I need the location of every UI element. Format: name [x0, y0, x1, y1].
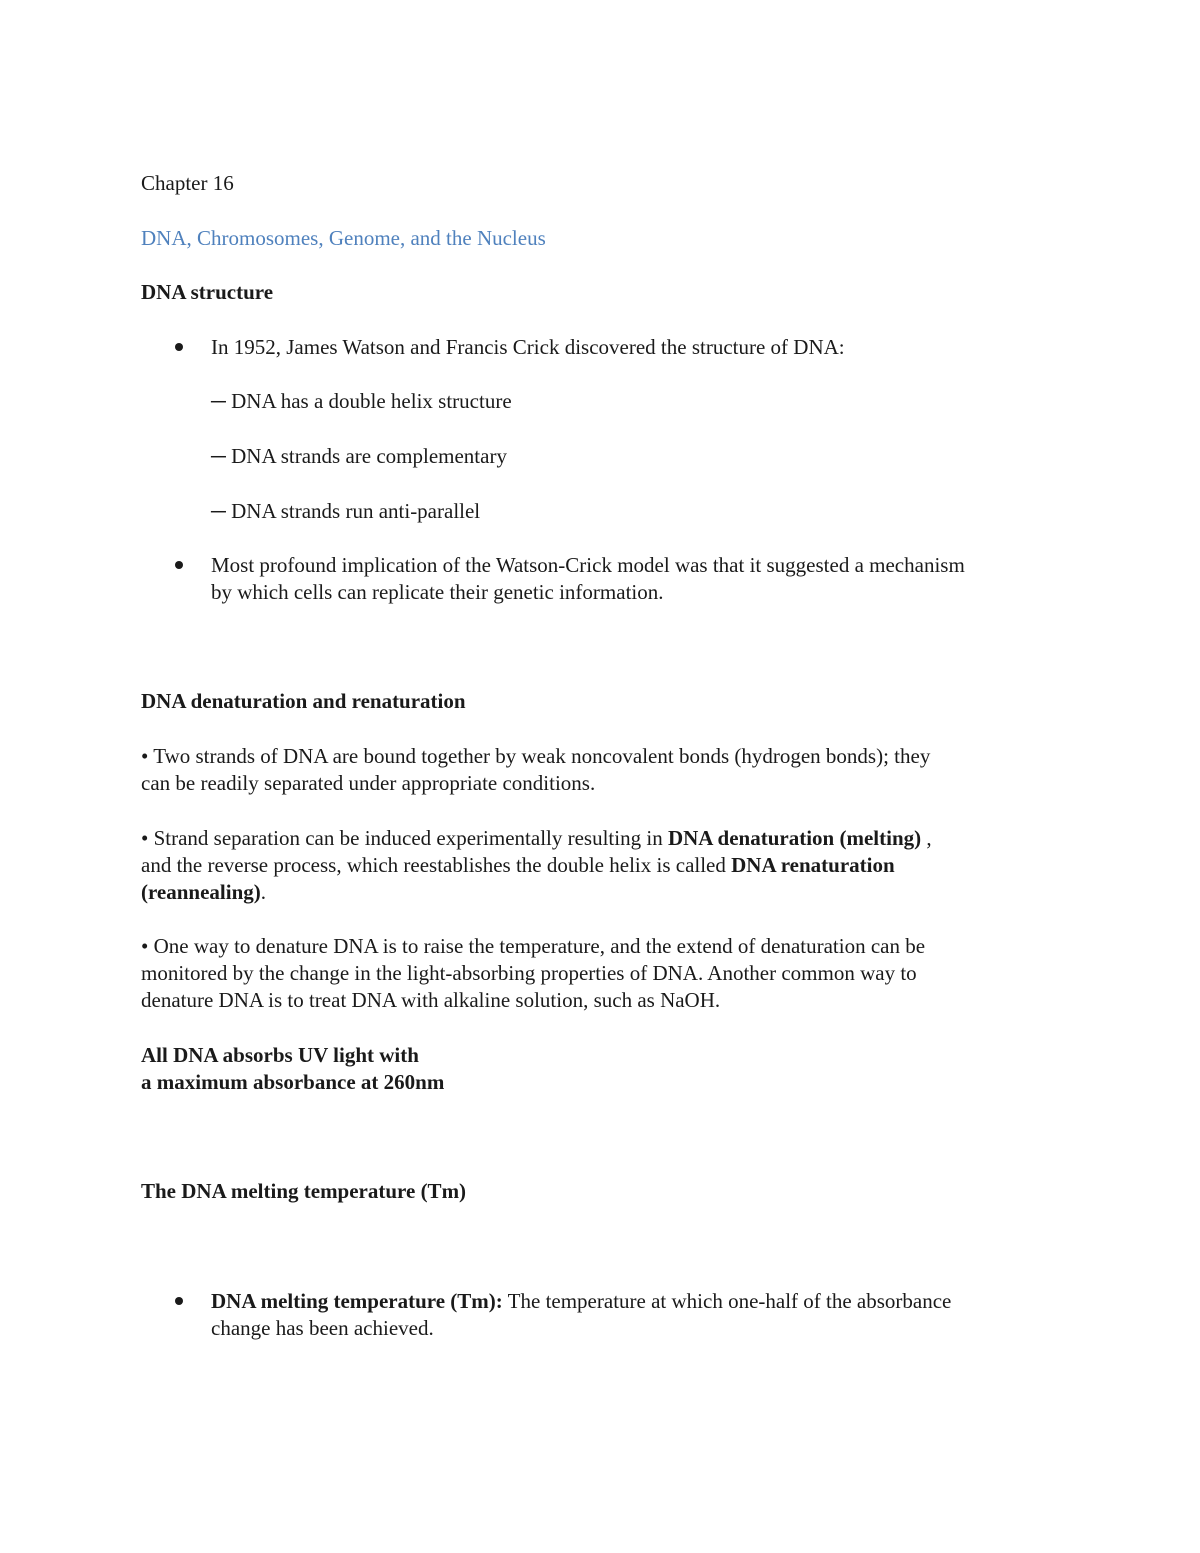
dash-item-complementary: ─ DNA strands are complementary: [211, 444, 507, 468]
paragraph-temperature-line2: monitored by the change in the light-absorbing properties of DNA. Another common way to: [141, 961, 917, 985]
section-heading-melting-temperature: The DNA melting temperature (Tm): [141, 1179, 467, 1203]
reannealing-period: .: [260, 880, 267, 904]
bullet-tm-line1: [211, 1288, 951, 1315]
paragraph-bonds-line2: can be readily separated under appropriate conditions.: [141, 771, 596, 795]
bullet-implication-line2: by which cells can replicate their genetic information.: [211, 580, 664, 604]
reverse-process-text: and the reverse process, which reestablishes the double helix is called: [141, 853, 732, 877]
dash-item-double-helix: ─ DNA has a double helix structure: [211, 389, 512, 413]
paragraph-temperature-line1: • One way to denature DNA is to raise the temperature, and the extend of denaturation can be: [141, 934, 926, 958]
section-heading-denaturation: DNA denaturation and renaturation: [141, 689, 466, 713]
uv-absorbance-line1: All DNA absorbs UV light with: [141, 1043, 419, 1067]
separation-comma: ,: [921, 826, 932, 850]
term-melting-temperature: DNA melting temperature (Tm):: [211, 1289, 503, 1313]
paragraph-bonds-line1: • Two strands of DNA are bound together by weak noncovalent bonds (hydrogen bonds); they: [141, 744, 931, 768]
term-denaturation: DNA denaturation (melting): [667, 826, 922, 850]
term-reannealing: (reannealing): [141, 880, 261, 904]
paragraph-separation-line1: [141, 825, 932, 852]
paragraph-separation-line2: [141, 852, 895, 879]
paragraph-separation-line3: [141, 879, 266, 906]
section-heading-dna-structure: DNA structure: [141, 280, 274, 304]
separation-text: • Strand separation can be induced experimentally resulting in: [141, 826, 668, 850]
bullet-implication-line1: Most profound implication of the Watson-Crick model was that it suggested a mechanism: [211, 553, 965, 577]
dash-item-anti-parallel: ─ DNA strands run anti-parallel: [211, 499, 481, 523]
bullet-tm-line2: change has been achieved.: [211, 1316, 434, 1340]
bullet-icon: [175, 561, 183, 569]
bullet-icon: [175, 343, 183, 351]
paragraph-temperature-line3: denature DNA is to treat DNA with alkaline solution, such as NaOH.: [141, 988, 721, 1012]
bullet-icon: [175, 1297, 183, 1305]
chapter-label: Chapter 16: [141, 171, 234, 195]
chapter-subtitle: DNA, Chromosomes, Genome, and the Nucleus: [141, 226, 546, 250]
tm-definition: The temperature at which one-half of the absorbance: [502, 1289, 952, 1313]
uv-absorbance-line2: a maximum absorbance at 260nm: [141, 1070, 445, 1094]
bullet-watson-crick: In 1952, James Watson and Francis Crick discovered the structure of DNA:: [211, 335, 845, 359]
term-renaturation: DNA renaturation: [731, 853, 895, 877]
